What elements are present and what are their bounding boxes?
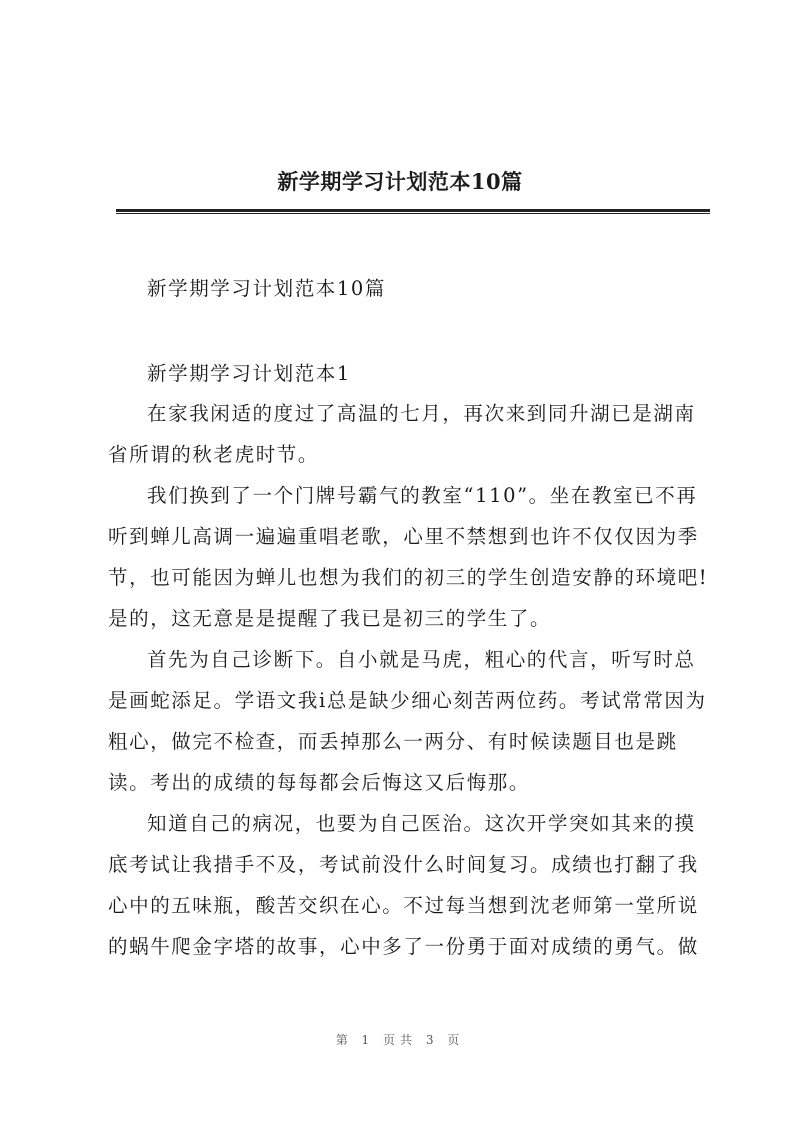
header-divider	[116, 209, 710, 214]
paragraph: 知道自己的病况，也要为自己医治。这次开学突如其来的摸底考试让我措手不及，考试前没什么时间复习。成绩也打翻了我心中的五味瓶，酸苦交织在心。不过每当想到沈老师第一堂所说的蜗牛爬金字塔的故事，心中多了一份勇于面对成绩的勇气。做	[108, 812, 699, 958]
document-body	[108, 393, 712, 967]
paragraph: 在家我闲适的度过了高温的七月，再次来到同升湖已是湖南省所谓的秋老虎时节。	[108, 402, 696, 466]
section-heading: 新学期学习计划范本1	[147, 362, 351, 385]
paragraph: 我们换到了一个门牌号霸气的教室“110”。坐在教室已不再听到蝉儿高调一遍遍重唱老歌，心里不禁想到也许不仅仅因为季节，也可能因为蝉儿也想为我们的初三的学生创造安静的环境吧!是的，这无意是是提醒了我已是初三的学生了。	[108, 484, 709, 630]
page-number-footer: 第 1 页共 3 页	[335, 1033, 465, 1047]
paragraph: 首先为自己诊断下。自小就是马虎，粗心的代言，听写时总是画蛇添足。学语文我i总是缺少细心刻苦两位药。考试常常因为粗心，做完不检查，而丢掉那么一两分、有时候读题目也是跳读。考出的成绩的每每都会后悔这又后悔那。	[108, 648, 707, 794]
page-header-title: 新学期学习计划范本10篇	[277, 169, 523, 194]
document-subtitle: 新学期学习计划范本10篇	[147, 277, 387, 300]
